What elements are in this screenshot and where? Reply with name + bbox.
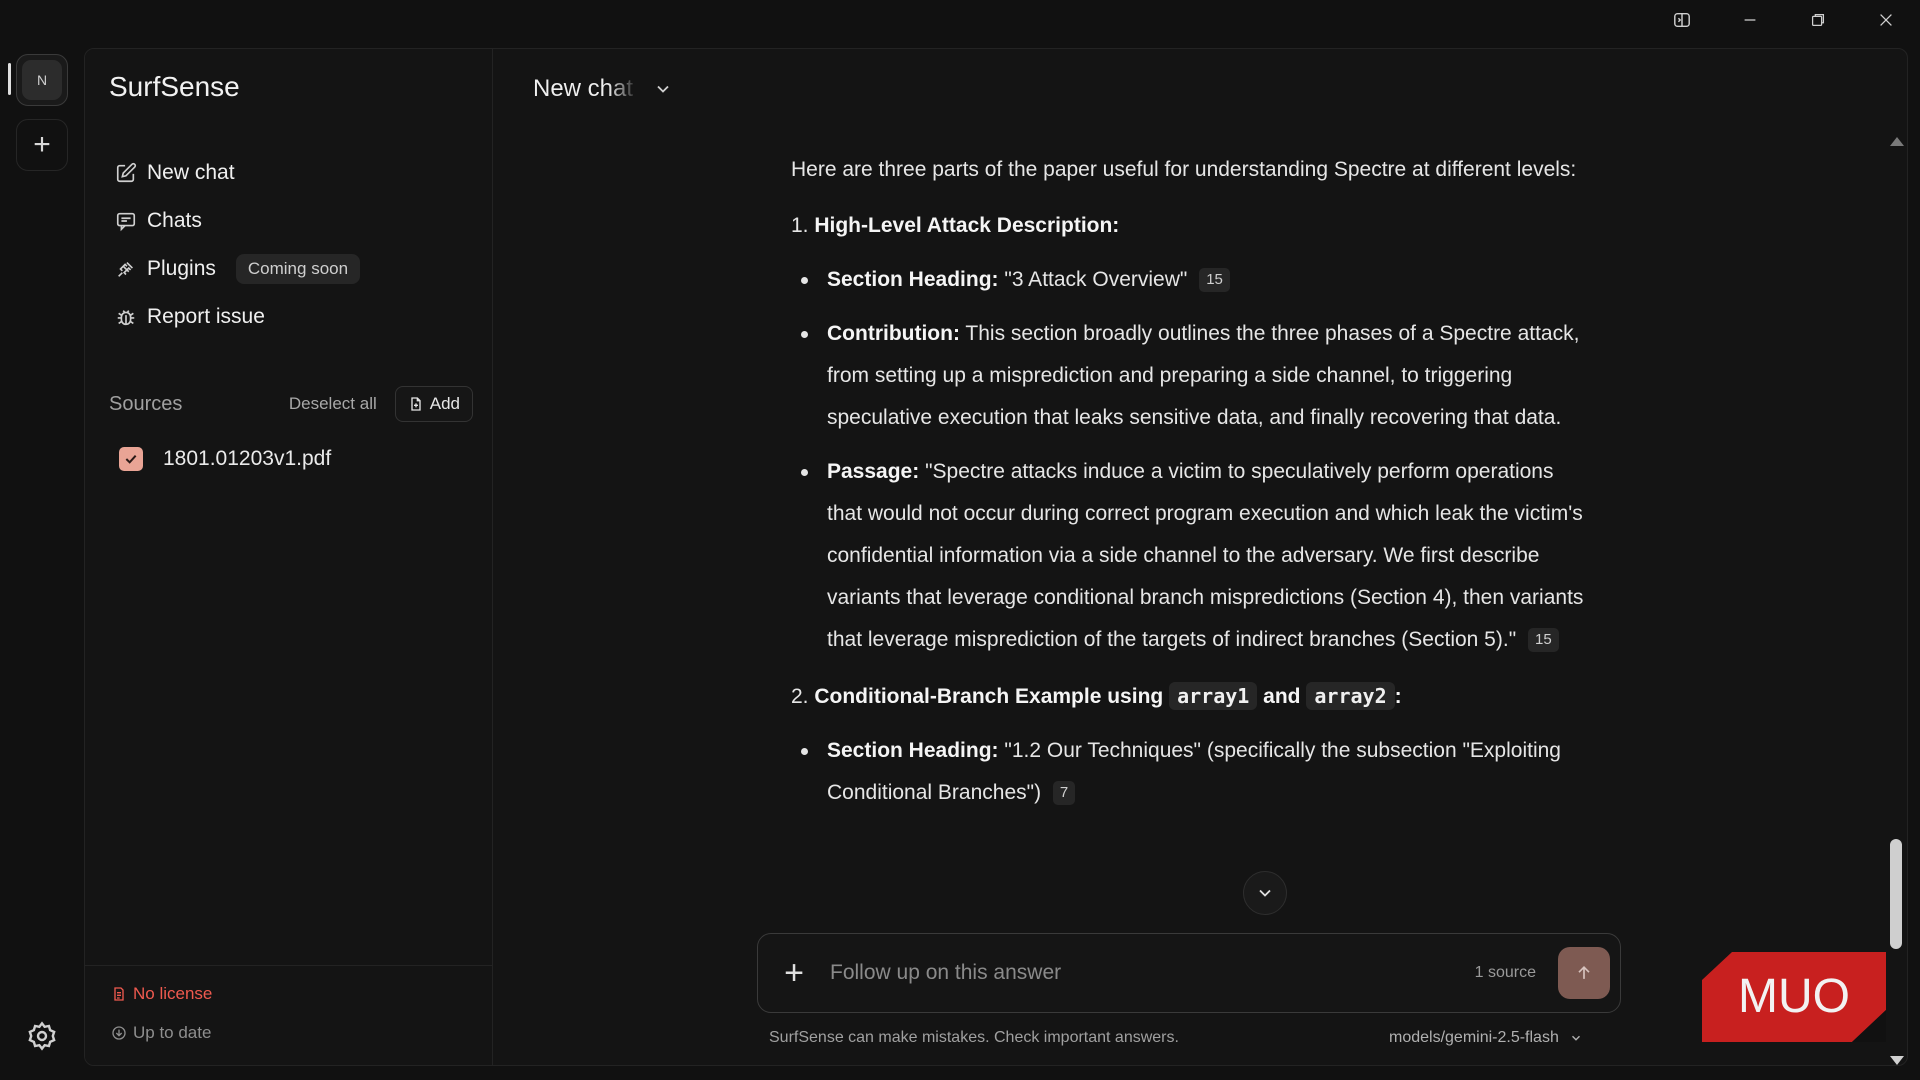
workspace-initial: N (22, 60, 62, 100)
add-source-button[interactable] (395, 386, 473, 422)
model-name: models/gemini-2.5-flash (1389, 1029, 1559, 1046)
deselect-all-button[interactable]: Deselect all (288, 394, 377, 413)
bullet-list (791, 259, 1591, 661)
chat-bubble-icon (115, 210, 137, 232)
item-number: 2. (791, 685, 809, 708)
nav-new-chat[interactable] (115, 149, 475, 197)
disclaimer-text: SurfSense can make mistakes. Check important answers. (769, 1029, 1179, 1046)
nav-new-chat-label: New chat (147, 161, 235, 184)
source-count[interactable]: 1 source (1474, 964, 1536, 981)
citation-badge[interactable]: 15 (1528, 628, 1559, 652)
item-heading-and: and (1263, 685, 1301, 708)
arrow-up-icon (1574, 963, 1594, 983)
message-intro: Here are three parts of the paper useful for understanding Spectre at different levels: (791, 158, 1577, 181)
coming-soon-badge: Coming soon (236, 254, 360, 284)
sidebar (85, 49, 493, 1065)
chat-title: New chat (533, 75, 634, 102)
scroll-to-bottom-button[interactable] (1243, 871, 1287, 915)
sources-title: Sources (109, 392, 183, 415)
model-selector[interactable] (1389, 1029, 1583, 1047)
chat-scrollbar[interactable] (1885, 137, 1907, 1065)
active-indicator (8, 63, 11, 95)
list-item-2 (791, 675, 1591, 814)
sidebar-nav (115, 149, 475, 341)
scroll-up-arrow[interactable] (1890, 137, 1904, 146)
item-number: 1. (791, 214, 809, 237)
nav-plugins-label: Plugins (147, 257, 216, 280)
send-button[interactable] (1558, 947, 1610, 999)
muo-watermark-logo (1702, 952, 1886, 1042)
workspace-rail (0, 48, 84, 1058)
plug-icon (115, 258, 137, 280)
license-status[interactable] (111, 984, 212, 1004)
bullet-text: "3 Attack Overview" (1004, 268, 1188, 291)
window-controls (1648, 0, 1920, 40)
chat-title-dropdown[interactable] (533, 75, 673, 103)
add-source-label: Add (429, 394, 460, 413)
download-circle-icon (111, 1025, 127, 1041)
source-checkbox[interactable] (119, 447, 143, 471)
split-view-icon[interactable] (1648, 0, 1716, 40)
edit-icon (115, 162, 137, 184)
close-icon[interactable] (1852, 0, 1920, 40)
nav-report-issue[interactable] (115, 293, 475, 341)
workspace-button[interactable] (16, 54, 68, 106)
brand-title: SurfSense (109, 71, 240, 102)
update-status-label: Up to date (133, 1023, 212, 1042)
composer (757, 933, 1621, 1013)
bug-icon (115, 306, 137, 328)
attach-plus-button[interactable]: + (784, 954, 804, 992)
restore-icon[interactable] (1784, 0, 1852, 40)
nav-plugins[interactable] (115, 245, 475, 293)
check-icon (123, 451, 139, 467)
update-status[interactable] (111, 1023, 211, 1043)
bullet-label: Section Heading: (827, 268, 999, 291)
bullet-label: Passage: (827, 460, 920, 483)
bullet-item (827, 451, 1591, 661)
citation-badge[interactable]: 15 (1199, 268, 1230, 292)
sidebar-footer (85, 965, 492, 1065)
license-label: No license (133, 984, 213, 1003)
bullet-label: Section Heading: (827, 739, 999, 762)
bullet-label: Contribution: (827, 322, 960, 345)
item-heading: Conditional-Branch Example using (814, 685, 1164, 708)
bullet-item (827, 259, 1591, 301)
item-heading: High-Level Attack Description: (814, 214, 1120, 237)
file-add-icon (408, 396, 424, 412)
bullet-text: "Spectre attacks induce a victim to speculatively perform operations that would not occur during correct program execution and which leak the victim's confidential information via a side channel to the adversary. We first describe variants that leverage conditional branch mispredictions (Section 4), then variants that leverage misprediction of the targets of indirect branches (Section 5)." (827, 460, 1584, 651)
code-array2: array2 (1306, 682, 1394, 710)
nav-chats-label: Chats (147, 209, 202, 232)
source-item[interactable] (119, 447, 331, 471)
bullet-list (791, 730, 1591, 814)
bullet-item (827, 730, 1591, 814)
chevron-down-icon (1255, 883, 1275, 903)
watermark-text: MUO (1738, 970, 1850, 1023)
minimize-icon[interactable] (1716, 0, 1784, 40)
nav-chats[interactable] (115, 197, 475, 245)
code-array1: array1 (1169, 682, 1257, 710)
bullet-text: This section broadly outlines the three phases of a Spectre attack, from setting up a misprediction and preparing a side channel, to triggering speculative execution that leaks sensitive data, and finally recovering that data. (827, 322, 1580, 429)
nav-report-issue-label: Report issue (147, 305, 265, 328)
document-icon (111, 986, 127, 1002)
bullet-item (827, 313, 1591, 439)
citation-badge[interactable]: 7 (1053, 781, 1075, 805)
assistant-message (791, 149, 1591, 979)
add-workspace-button[interactable]: + (16, 119, 68, 171)
chevron-down-icon (1569, 1031, 1583, 1045)
list-item-1 (791, 205, 1591, 661)
follow-up-input[interactable] (830, 961, 1475, 985)
source-filename: 1801.01203v1.pdf (163, 447, 332, 470)
chevron-down-icon (653, 79, 673, 99)
item-heading-end: : (1394, 685, 1402, 708)
scroll-down-arrow[interactable] (1890, 1056, 1904, 1065)
settings-gear-icon[interactable] (26, 1020, 58, 1052)
scroll-thumb[interactable] (1890, 839, 1902, 949)
sources-header (109, 384, 473, 424)
chat-area (493, 49, 1907, 1065)
main-frame (84, 48, 1908, 1066)
bullet-text: "1.2 Our Techniques" (specifically the subsection "Exploiting Conditional Branches") (827, 739, 1561, 804)
